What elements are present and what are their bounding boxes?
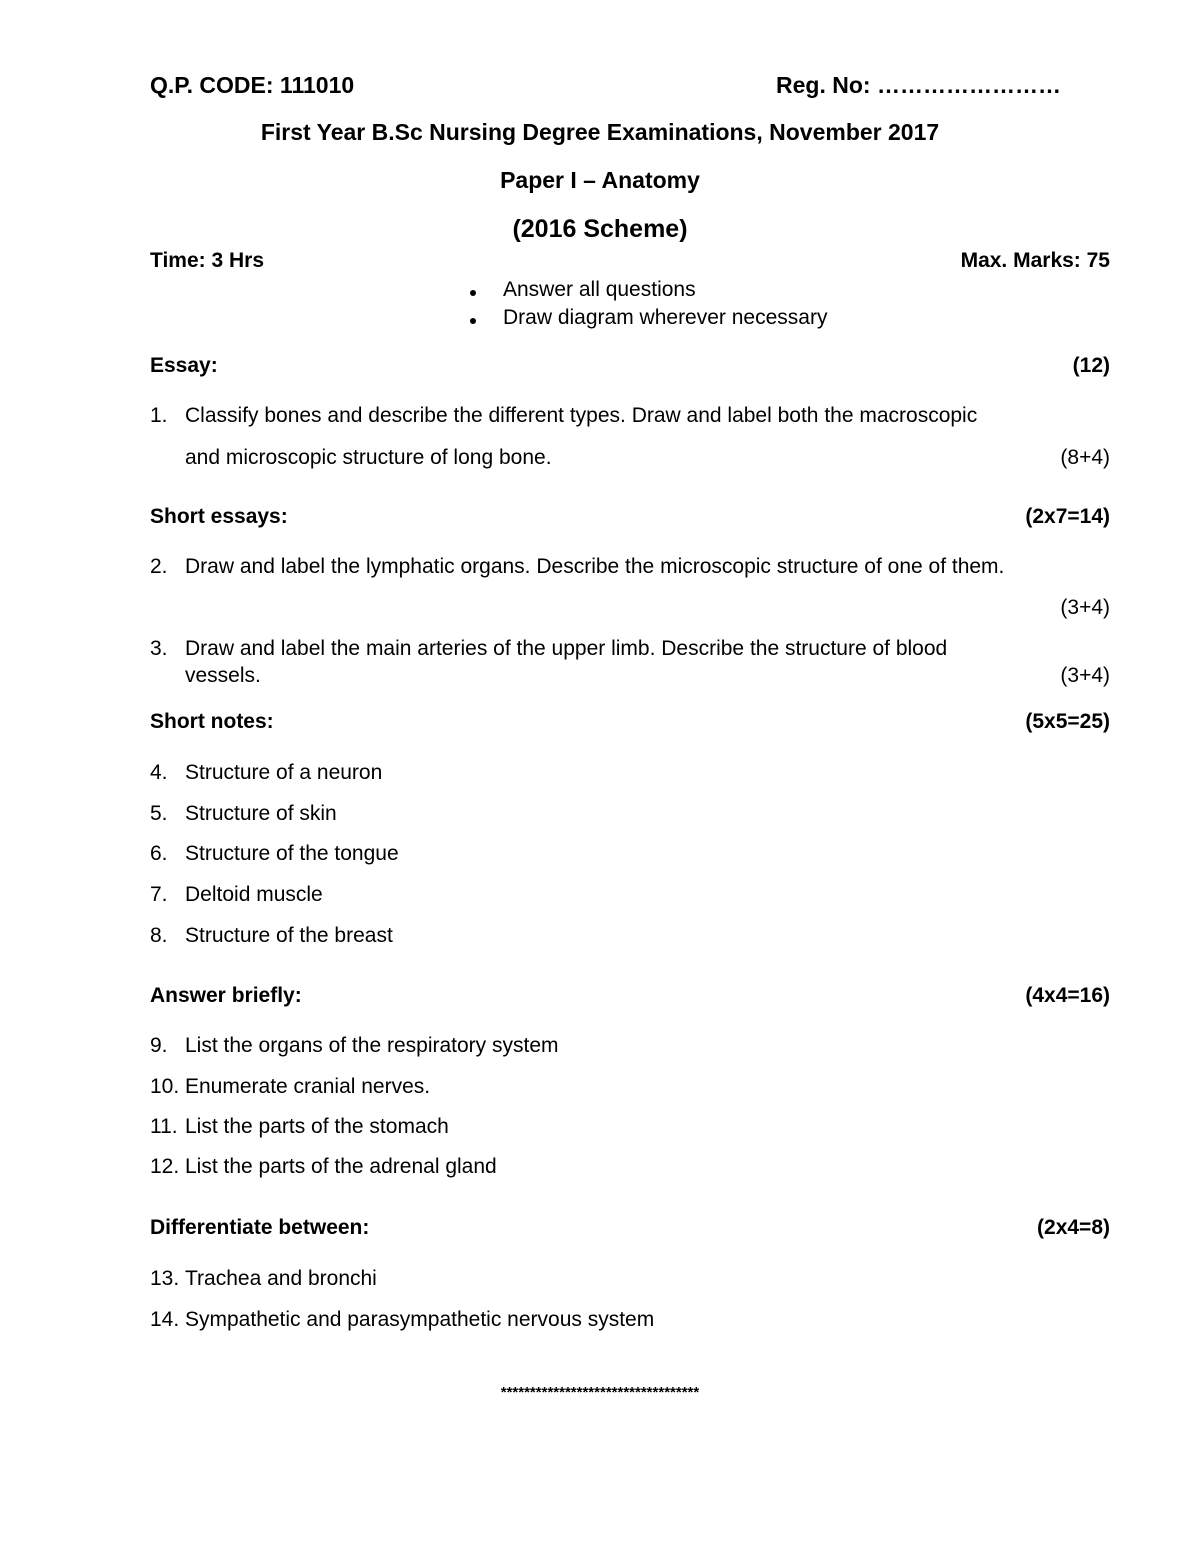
question-text: Enumerate cranial nerves. <box>185 1075 431 1098</box>
question-number: 6. <box>150 842 168 865</box>
section-title-short-essays: Short essays: <box>150 505 288 528</box>
question-marks: (3+4) <box>1060 664 1110 687</box>
section-marks-differentiate: (2x4=8) <box>1037 1216 1110 1239</box>
question-text: and microscopic structure of long bone. <box>185 446 552 469</box>
question-number: 11. <box>150 1115 178 1138</box>
section-marks-essay: (12) <box>1072 354 1110 377</box>
question-marks: (3+4) <box>1060 596 1110 619</box>
max-marks: Max. Marks: 75 <box>960 249 1110 272</box>
section-marks-short-essays: (2x7=14) <box>1025 505 1110 528</box>
question-marks: (8+4) <box>1060 446 1110 469</box>
section-title-short-notes: Short notes: <box>150 710 274 733</box>
question-number: 3. <box>150 637 168 660</box>
question-text: List the parts of the adrenal gland <box>185 1155 497 1178</box>
question-text: Trachea and bronchi <box>185 1267 377 1290</box>
instruction-item: Answer all questions <box>503 278 696 301</box>
question-number: 9. <box>150 1034 168 1057</box>
question-number: 12. <box>150 1155 180 1178</box>
question-number: 13. <box>150 1267 180 1290</box>
question-text: Classify bones and describe the different types. Draw and label both the macroscopic <box>185 404 978 427</box>
question-number: 8. <box>150 924 168 947</box>
reg-no: Reg. No: …………………… <box>776 72 1061 98</box>
question-text: Structure of the tongue <box>185 842 399 865</box>
qp-code: Q.P. CODE: 111010 <box>150 72 355 98</box>
question-text: Draw and label the main arteries of the upper limb. Describe the structure of blood <box>185 637 948 660</box>
question-text: Sympathetic and parasympathetic nervous system <box>185 1308 655 1331</box>
question-number: 14. <box>150 1308 180 1331</box>
footer-stars: ********************************** <box>500 1384 700 1401</box>
question-text: List the organs of the respiratory system <box>185 1034 559 1057</box>
section-title-differentiate: Differentiate between: <box>150 1216 370 1239</box>
question-text: List the parts of the stomach <box>185 1115 449 1138</box>
bullet-icon <box>470 318 476 324</box>
question-text: Structure of a neuron <box>185 761 383 784</box>
bullet-icon <box>470 290 476 296</box>
section-marks-short-notes: (5x5=25) <box>1025 710 1110 733</box>
section-title-answer-briefly: Answer briefly: <box>150 984 302 1007</box>
scheme: (2016 Scheme) <box>512 215 688 243</box>
section-marks-answer-briefly: (4x4=16) <box>1025 984 1110 1007</box>
question-text: Structure of skin <box>185 802 337 825</box>
section-title-essay: Essay: <box>150 354 218 377</box>
question-text: Structure of the breast <box>185 924 393 947</box>
question-number: 4. <box>150 761 168 784</box>
time: Time: 3 Hrs <box>150 249 264 272</box>
question-number: 5. <box>150 802 168 825</box>
question-text: Draw and label the lymphatic organs. Describe the microscopic structure of one of them. <box>185 555 1005 578</box>
question-text: vessels. <box>185 664 261 687</box>
question-number: 10. <box>150 1075 180 1098</box>
question-number: 1. <box>150 404 168 427</box>
exam-title: First Year B.Sc Nursing Degree Examinations, November 2017 <box>260 119 940 145</box>
question-text: Deltoid muscle <box>185 883 323 906</box>
question-number: 7. <box>150 883 168 906</box>
question-number: 2. <box>150 555 168 578</box>
instruction-item: Draw diagram wherever necessary <box>503 306 828 329</box>
paper-title: Paper I – Anatomy <box>500 167 700 193</box>
